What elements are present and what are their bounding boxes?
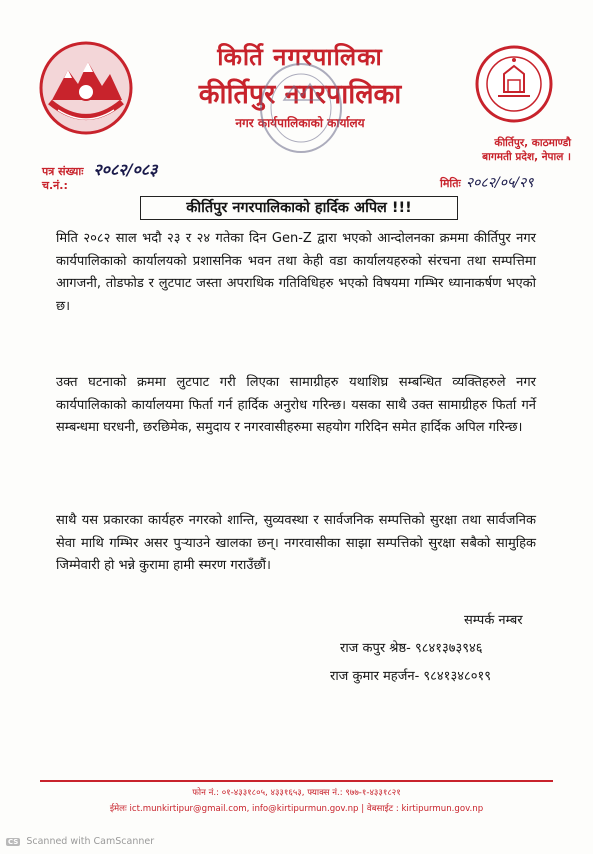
paragraph-2: उक्त घटनाको क्रममा लुटपाट गरी लिएका सामाग्रीहरु यथाशिघ्र सम्बन्धित व्यक्तिहरुले नगर कार्यपालिकाको कार्यालयमा फिर्ता गर्न हार्दिक अनुरोध गरिन्छ। यसका साथै उक्त सामाग्रीहरु फिर्ता गर्ने सम्बन्धमा घरधनी, छरछिमेक, समुदाय र नगरवासीहरुमा सहयोग गरिदिन समेत हार्दिक अपिल गरिन्छ। (56, 375, 536, 436)
camscanner-label: Scanned with CamScanner (26, 836, 155, 847)
reference-number-value: २०८२/०८३ (93, 160, 158, 179)
camscanner-watermark (6, 836, 154, 847)
header-office-subtitle: नगर कार्यपालिकाको कार्यालय (235, 116, 365, 130)
paragraph-1: मिति २०८२ साल भदौ २३ र २४ गतेका दिन Gen-Z द्वारा भएको आन्दोलनका क्रममा कीर्तिपुर नगर कार्यपालिकाको कार्यालयको प्रशासनिक भवन तथा केही वडा कार्यालयहरुको संरचना तथा सम्पत्तिमा आगजनी, तोडफोड र लुटपाट जस्ता अपराधिक गतिविधिहरु भएको विषयमा गम्भिर ध्यानाकर्षण भएको छ। (56, 231, 536, 314)
camscanner-logo-icon: CS (8, 838, 19, 846)
official-stamp-icon (256, 60, 346, 156)
contact-item: राज कुमार महर्जन- ९८४१३४८०१९ (330, 669, 491, 684)
kirtipur-municipality-logo-icon (474, 44, 554, 124)
header-main-title: कीर्तिपुर नगरपालिका (198, 79, 402, 110)
contact-label: सम्पर्क नम्बर (464, 613, 523, 628)
address-city: कीर्तिपुर, काठमाण्डौ (494, 137, 571, 149)
contact-item: राज कपुर श्रेष्ठ- ९८४१३७३९४६ (340, 641, 483, 656)
date-label: मितिः (440, 177, 461, 190)
date-row (440, 172, 534, 192)
footer-phone: फोन नं.: ०१-४३३१८०५, ४३३१६५३, फ्याक्स नं.: ९७७-१-४३३१८२१ (192, 788, 401, 798)
letter-heading: कीर्तिपुर नगरपालिकाको हार्दिक अपिल !!! (140, 196, 458, 220)
date-value: २०८२/०५/२९ (465, 175, 534, 191)
nepal-emblem-icon (38, 40, 134, 136)
address-province: बागमती प्रदेश, नेपाल । (482, 151, 571, 163)
header-decorative-title: किर्ति नगरपालिका (217, 42, 383, 71)
paragraph-3: साथै यस प्रकारका कार्यहरु नगरको शान्ति, सुव्यवस्था र सार्वजनिक सम्पत्तिको सुरक्षा तथा सार्वजनिक सेवा माथि गम्भिर असर पुऱ्याउने खालका छन्। नगरवासीका साझा सम्पत्तिको सुरक्षा सबैको सामुहिक जिम्मेवारी हो भन्ने कुरामा हामी स्मरण गराउँछौं। (56, 513, 536, 574)
reference-number-label: पत्र संख्याः (42, 165, 84, 178)
reference-number-row (42, 158, 157, 180)
dispatch-number-label: च.नं.: (42, 179, 68, 192)
footer-divider (40, 780, 553, 782)
footer-email-website: ईमेलः ict.munkirtipur@gmail.com, info@kirtipurmun.gov.np | वेबसाईट : kirtipurmun.gov.np (109, 804, 484, 814)
